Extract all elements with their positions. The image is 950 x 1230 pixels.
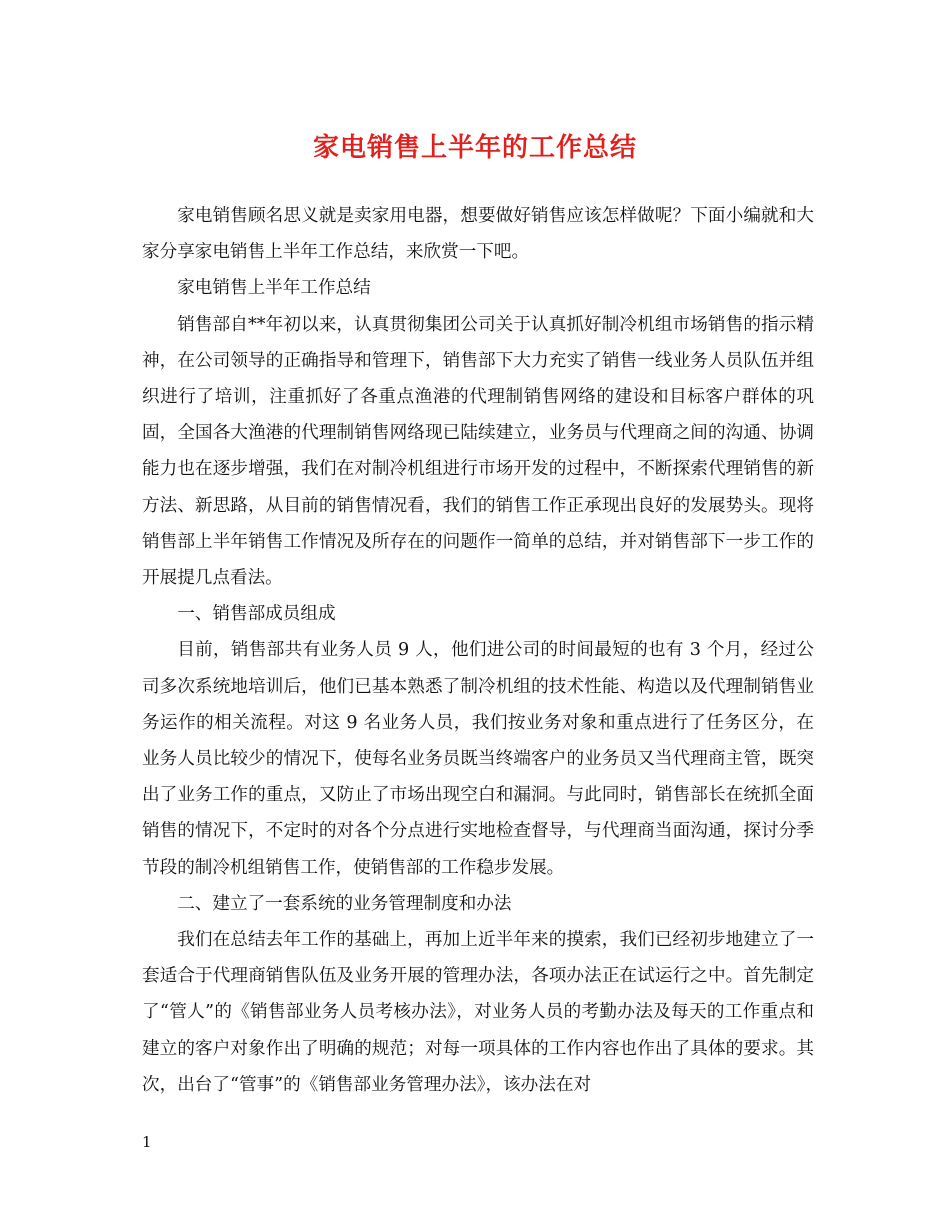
- section-heading: 一、销售部成员组成: [177, 604, 336, 625]
- document-title: 家电销售上半年的工作总结: [312, 133, 637, 163]
- intro-paragraph: 家电销售顾名思义就是卖家用电器，想要做好销售应该怎样做呢？下面小编就和大家分享家电销售上半年工作总结，来欣赏一下吧。: [142, 206, 814, 263]
- section-heading: 二、建立了一套系统的业务管理制度和办法: [177, 893, 512, 914]
- page-number: 1: [142, 1133, 152, 1151]
- section-heading: 家电销售上半年工作总结: [177, 278, 371, 299]
- body-paragraph: 目前，销售部共有业务人员 9 人，他们进公司的时间最短的也有 3 个月，经过公司多次系统地培训后，他们已基本熟悉了制冷机组的技术性能、构造以及代理制销售业务运作的相关流程。对这 9 名业务人员，我们按业务对象和重点进行了任务区分，在业务人员比较少的情况下，使每名业务员既当终端客户的业务员又当代理商主管，既突出了业务工作的重点，又防止了市场出现空白和漏洞。与此同时，销售部长在统抓全面销售的情况下，不定时的对各个分点进行实地检查督导，与代理商当面沟通，探讨分季节段的制冷机组销售工作，使销售部的工作稳步发展。: [142, 640, 814, 878]
- document-body: [142, 198, 814, 1103]
- body-paragraph: 我们在总结去年工作的基础上，再加上近半年来的摸索，我们已经初步地建立了一套适合于代理商销售队伍及业务开展的管理办法，各项办法正在试运行之中。首先制定了“管人”的《销售部业务人员考核办法》，对业务人员的考勤办法及每天的工作重点和建立的客户对象作出了明确的规范；对每一项具体的工作内容也作出了具体的要求。其次，出台了“管事”的《销售部业务管理办法》，该办法在对: [142, 930, 814, 1095]
- body-paragraph: 销售部自**年初以来，认真贯彻集团公司关于认真抓好制冷机组市场销售的指示精神，在公司领导的正确指导和管理下，销售部下大力充实了销售一线业务人员队伍并组织进行了培训，注重抓好了各重点渔港的代理制销售网络的建设和目标客户群体的巩固，全国各大渔港的代理制销售网络现已陆续建立，业务员与代理商之间的沟通、协调能力也在逐步增强，我们在对制冷机组进行市场开发的过程中，不断探索代理销售的新方法、新思路，从目前的销售情况看，我们的销售工作正承现出良好的发展势头。现将销售部上半年销售工作情况及所存在的问题作一简单的总结，并对销售部下一步工作的开展提几点看法。: [142, 314, 814, 589]
